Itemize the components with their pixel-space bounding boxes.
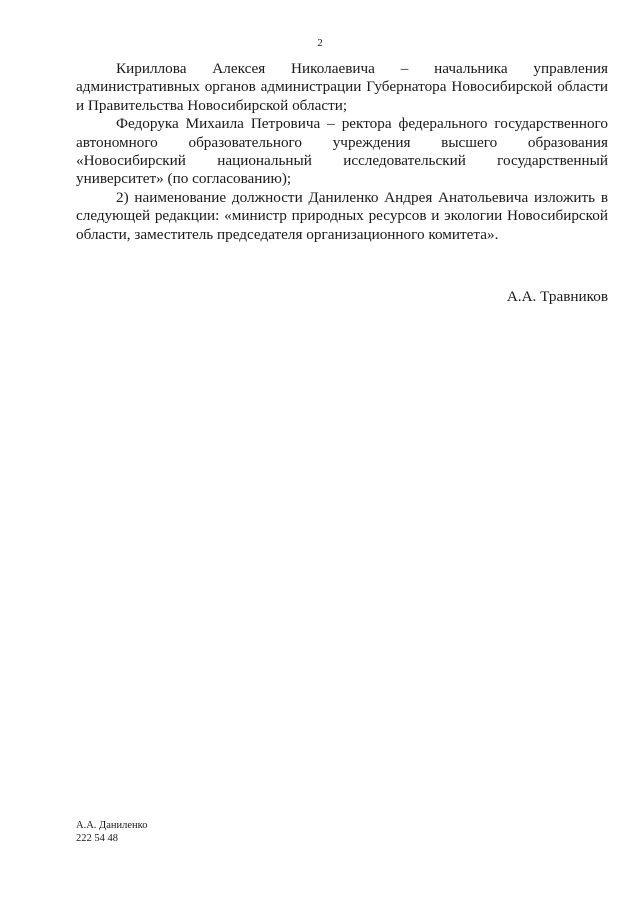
executor-name: А.А. Даниленко bbox=[76, 820, 148, 831]
document-body bbox=[76, 60, 608, 244]
executor-phone: 222 54 48 bbox=[76, 832, 118, 844]
paragraph-kirillov: Кириллова Алексея Николаевича – начальника управления административных органов администрации Губернатора Новосибирской области и Правительства Новосибирской области; bbox=[76, 60, 608, 114]
executor-footer bbox=[76, 820, 147, 845]
page-number: 2 bbox=[317, 37, 323, 49]
signature-block bbox=[507, 288, 608, 306]
paragraph-danilenko-title: 2) наименование должности Даниленко Андрея Анатольевича изложить в следующей редакции: «министр природных ресурсов и экологии Новосибирской области, заместитель председателя организационного комитета». bbox=[76, 188, 608, 243]
signatory-name: А.А. Травников bbox=[506, 288, 608, 305]
paragraph-fedoruk: Федорука Михаила Петровича – ректора федерального государственного автономного образовательного учреждения высшего образования «Новосибирский национальный исследовательский государственный университет» (по согласованию); bbox=[76, 115, 608, 188]
